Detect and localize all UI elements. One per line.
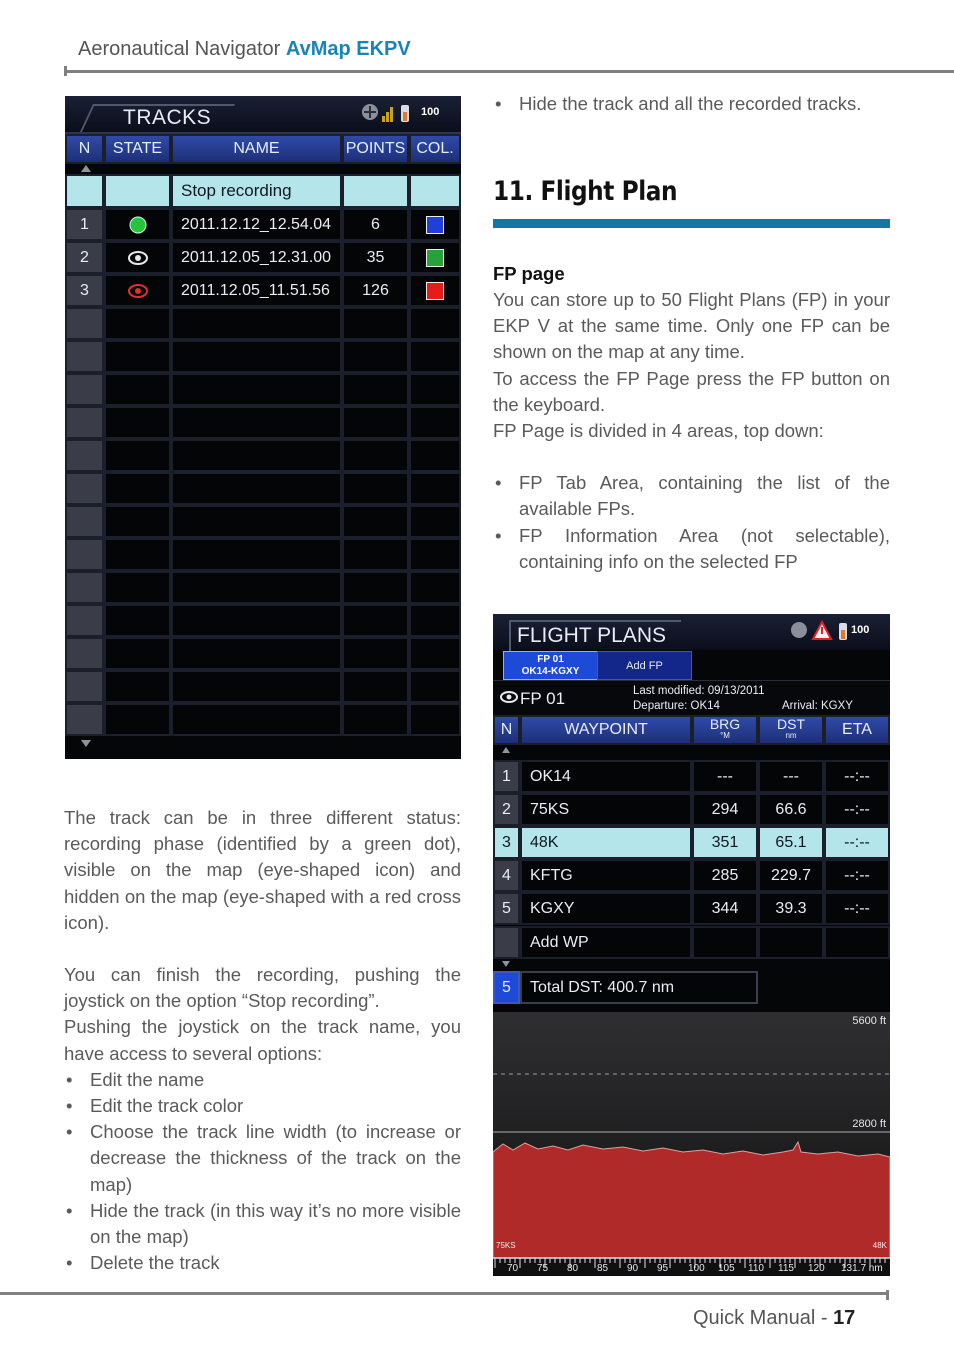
empty-cell (104, 604, 171, 637)
empty-cell (409, 340, 461, 373)
empty-cell (171, 472, 342, 505)
distance-tick-label: 120 (808, 1263, 825, 1274)
empty-cell (104, 472, 171, 505)
col-points: POINTS (342, 134, 409, 164)
col-dst-unit: nm (785, 731, 797, 740)
waypoint-name[interactable]: 48K (520, 826, 692, 859)
waypoint-eta[interactable]: --:-- (824, 892, 890, 925)
add-fp-tab[interactable]: Add FP (597, 651, 692, 680)
col-brg (692, 715, 758, 745)
track-color-swatch (426, 249, 444, 267)
empty-cell (104, 637, 171, 670)
waypoint-n[interactable]: 3 (493, 826, 520, 859)
distance-tick-label: 110 (748, 1263, 764, 1274)
track-color-swatch (426, 216, 444, 234)
flight-plans-screenshot (493, 614, 890, 1276)
track-state-cell[interactable] (104, 241, 171, 274)
fp-titlebar (493, 614, 890, 650)
altitude-high-label: 5600 ft (852, 1015, 886, 1027)
empty-cell (65, 604, 104, 637)
tracks-title: TRACKS (123, 106, 212, 129)
empty-cell (409, 703, 461, 736)
empty-cell (342, 505, 409, 538)
col-brg-label: BRG (709, 716, 741, 732)
track-color-cell[interactable] (409, 241, 461, 274)
waypoint-distance[interactable]: 65.1 (758, 826, 824, 859)
empty-cell (409, 439, 461, 472)
empty-cell (342, 406, 409, 439)
col-waypoint: WAYPOINT (520, 715, 692, 745)
empty-cell (171, 538, 342, 571)
waypoint-bearing[interactable]: 344 (692, 892, 758, 925)
options-paragraph: Pushing the joystick on the track name, you have access to several options: (64, 1016, 461, 1064)
empty-cell (342, 571, 409, 604)
header-rule-tick (64, 66, 67, 76)
total-count: 5 (493, 971, 520, 1004)
empty-cell (104, 571, 171, 604)
page-number: 17 (833, 1307, 856, 1329)
fp-tab-active[interactable] (503, 651, 598, 680)
waypoint-n[interactable]: 1 (493, 760, 520, 793)
col-state: STATE (104, 134, 171, 164)
track-name[interactable]: 2011.12.05_11.51.56 (171, 274, 342, 307)
battery-level: 100 (851, 624, 870, 636)
list-item: • Choose the track line width (to increase or decrease the thickness of the track on the map) (64, 1119, 461, 1198)
empty-cell (824, 926, 890, 959)
stop-row-points[interactable] (342, 174, 409, 208)
empty-cell (342, 604, 409, 637)
waypoint-name[interactable]: OK14 (520, 760, 692, 793)
list-item: • FP Information Area (not selectable), containing info on the selected FP (493, 523, 890, 575)
track-state-cell[interactable] (104, 274, 171, 307)
empty-cell (65, 373, 104, 406)
waypoint-n[interactable]: 5 (493, 892, 520, 925)
empty-cell (104, 406, 171, 439)
eye-visible-icon (499, 690, 519, 704)
stop-recording-option[interactable]: Stop recording (171, 174, 342, 208)
fp-store-paragraph: You can store up to 50 Flight Plans (FP) in your EKP V at the same time. Only one FP can be shown on the map at any time. (493, 289, 890, 363)
list-item: • Edit the track color (64, 1093, 461, 1119)
empty-cell (65, 571, 104, 604)
fp-areas-list (493, 470, 890, 575)
header-prefix: Aeronautical Navigator (78, 38, 286, 60)
empty-cell (342, 538, 409, 571)
profile-start-waypoint: 75KS (496, 1241, 516, 1250)
profile-end-waypoint: 48K (872, 1241, 887, 1250)
stop-row-state[interactable] (104, 174, 171, 208)
track-color-cell[interactable] (409, 208, 461, 241)
empty-cell (409, 307, 461, 340)
empty-cell (104, 373, 171, 406)
recording-dot-icon (128, 215, 148, 235)
tracks-titlebar (65, 96, 461, 132)
distance-tick-label: 90 (627, 1263, 639, 1274)
fp-departure: Departure: OK14 (633, 700, 720, 712)
empty-cell (342, 307, 409, 340)
distance-tick-label: 85 (597, 1263, 609, 1274)
fp-tab-name: FP 01 (537, 654, 564, 665)
footer-rule-tick (886, 1290, 889, 1300)
fp-info-area (493, 680, 890, 716)
tab-shape (509, 620, 681, 652)
stop-row-n[interactable] (65, 174, 104, 208)
list-item: • Hide the track and all the recorded tracks. (493, 91, 890, 117)
empty-cell (692, 926, 758, 959)
distance-tick-label: 115 (778, 1263, 794, 1274)
waypoint-name[interactable]: KFTG (520, 859, 692, 892)
right-text-column (493, 287, 890, 575)
empty-cell (104, 538, 171, 571)
track-row-n[interactable]: 1 (65, 208, 104, 241)
footer-rule (0, 1292, 888, 1295)
waypoint-eta[interactable]: --:-- (824, 793, 890, 826)
empty-cell (758, 926, 824, 959)
track-points[interactable]: 126 (342, 274, 409, 307)
status-paragraph: The track can be in three different status: recording phase (identified by a green dot), visible on the map (eye-shaped icon) and hidden on the map (eye-shaped with a red cross icon). (64, 807, 461, 933)
distance-tick-label: 105 (718, 1263, 735, 1274)
empty-cell (342, 373, 409, 406)
empty-cell (171, 637, 342, 670)
empty-cell (409, 505, 461, 538)
empty-cell (342, 703, 409, 736)
empty-cell (65, 505, 104, 538)
empty-cell (171, 373, 342, 406)
empty-cell (409, 472, 461, 505)
header-title (78, 38, 411, 61)
distance-tick-label: 75 (537, 1263, 549, 1274)
track-row-n[interactable]: 2 (65, 241, 104, 274)
tracks-screenshot (65, 96, 461, 759)
empty-cell (342, 637, 409, 670)
options-list (64, 1067, 461, 1277)
scroll-down-icon[interactable] (81, 740, 91, 747)
empty-cell (65, 472, 104, 505)
empty-cell (65, 670, 104, 703)
empty-cell (342, 670, 409, 703)
empty-cell (171, 439, 342, 472)
section-title: 11. Flight Plan (493, 176, 678, 207)
track-name[interactable]: 2011.12.05_12.31.00 (171, 241, 342, 274)
waypoint-bearing[interactable]: --- (692, 760, 758, 793)
empty-cell (65, 703, 104, 736)
fp-page-heading: FP page (493, 263, 565, 284)
list-item: • Delete the track (64, 1250, 461, 1276)
empty-cell (104, 670, 171, 703)
waypoint-distance[interactable]: 66.6 (758, 793, 824, 826)
empty-cell (409, 406, 461, 439)
empty-cell (104, 703, 171, 736)
header-rule (66, 70, 954, 73)
waypoint-n[interactable]: 4 (493, 859, 520, 892)
total-distance: Total DST: 400.7 nm (520, 971, 758, 1004)
fp-areas-paragraph: FP Page is divided in 4 areas, top down: (493, 420, 824, 442)
empty-cell (104, 307, 171, 340)
add-waypoint-button[interactable]: Add WP (520, 926, 692, 959)
right-top-bullet (493, 91, 890, 117)
fp-arrival: Arrival: KGXY (782, 700, 853, 712)
empty-cell (104, 505, 171, 538)
waypoint-name[interactable]: KGXY (520, 892, 692, 925)
distance-tick-label: 100 (688, 1263, 705, 1274)
col-name: NAME (171, 134, 342, 164)
waypoint-eta[interactable]: --:-- (824, 826, 890, 859)
waypoint-bearing[interactable]: 351 (692, 826, 758, 859)
list-item: • Hide the track (in this way it’s no more visible on the map) (64, 1198, 461, 1250)
eye-hidden-icon (127, 283, 149, 299)
waypoint-n[interactable]: 2 (493, 793, 520, 826)
fp-title: FLIGHT PLANS (517, 624, 666, 647)
waypoint-distance[interactable]: --- (758, 760, 824, 793)
add-wp-n[interactable] (493, 926, 520, 959)
fp-last-modified: Last modified: 09/13/2011 (633, 685, 765, 697)
empty-cell (104, 439, 171, 472)
empty-cell (65, 439, 104, 472)
empty-cell (65, 406, 104, 439)
section-underline (493, 219, 890, 228)
track-name[interactable]: 2011.12.12_12.54.04 (171, 208, 342, 241)
empty-cell (104, 340, 171, 373)
track-state-cell[interactable] (104, 208, 171, 241)
waypoint-name[interactable]: 75KS (520, 793, 692, 826)
empty-cell (171, 307, 342, 340)
track-points[interactable]: 35 (342, 241, 409, 274)
col-dst (758, 715, 824, 745)
col-dst-label: DST (777, 716, 805, 732)
scroll-up-icon[interactable] (502, 747, 510, 753)
col-n: N (493, 715, 520, 745)
stop-paragraph: You can finish the recording, pushing the joystick on the option “Stop recording”. (64, 964, 461, 1012)
track-color-swatch (426, 282, 444, 300)
empty-cell (409, 373, 461, 406)
list-item: • FP Tab Area, containing the list of the available FPs. (493, 470, 890, 522)
empty-cell (65, 340, 104, 373)
empty-cell (342, 439, 409, 472)
empty-cell (171, 406, 342, 439)
header-product: AvMap EKPV (285, 38, 411, 60)
fp-access-paragraph: To access the FP Page press the FP button on the keyboard. (493, 367, 890, 415)
empty-cell (171, 505, 342, 538)
waypoint-bearing[interactable]: 285 (692, 859, 758, 892)
waypoint-distance[interactable]: 39.3 (758, 892, 824, 925)
terrain-profile-graph (493, 1012, 890, 1276)
empty-cell (171, 703, 342, 736)
list-item: • Edit the name (64, 1067, 461, 1093)
stop-row-color[interactable] (409, 174, 461, 208)
waypoint-distance[interactable]: 229.7 (758, 859, 824, 892)
waypoint-eta[interactable]: --:-- (824, 760, 890, 793)
track-points[interactable]: 6 (342, 208, 409, 241)
empty-cell (65, 538, 104, 571)
track-row-n[interactable]: 3 (65, 274, 104, 307)
empty-cell (171, 571, 342, 604)
track-color-cell[interactable] (409, 274, 461, 307)
footer-manual: Quick Manual - (693, 1307, 834, 1329)
altitude-profile (493, 1012, 890, 1276)
empty-cell (171, 340, 342, 373)
battery-level: 100 (421, 106, 440, 118)
left-text-column (64, 805, 461, 1276)
waypoint-bearing[interactable]: 294 (692, 793, 758, 826)
empty-cell (65, 637, 104, 670)
empty-cell (409, 670, 461, 703)
waypoint-eta[interactable]: --:-- (824, 859, 890, 892)
empty-cell (409, 604, 461, 637)
col-n: N (65, 134, 104, 164)
altitude-mid-label: 2800 ft (852, 1118, 886, 1130)
empty-cell (342, 340, 409, 373)
scroll-up-icon[interactable] (81, 165, 91, 172)
empty-cell (342, 472, 409, 505)
empty-cell (65, 307, 104, 340)
scroll-down-icon[interactable] (502, 961, 510, 967)
distance-tick-label: 80 (567, 1263, 579, 1274)
eye-visible-icon (127, 250, 149, 266)
fp-name: FP 01 (520, 689, 566, 708)
empty-cell (409, 571, 461, 604)
distance-tick-label: 70 (507, 1263, 519, 1274)
warning-icon (789, 617, 859, 643)
empty-cell (409, 538, 461, 571)
distance-tick-label: 95 (657, 1263, 669, 1274)
page-footer (693, 1307, 855, 1330)
col-brg-unit: °M (720, 731, 730, 740)
fp-tab-route: OK14-KGXY (521, 666, 580, 677)
empty-cell (171, 670, 342, 703)
empty-cell (171, 604, 342, 637)
empty-cell (409, 637, 461, 670)
distance-tick-label: 131.7 nm (841, 1263, 883, 1274)
col-eta: ETA (824, 715, 890, 745)
col-color: COL. (409, 134, 461, 164)
